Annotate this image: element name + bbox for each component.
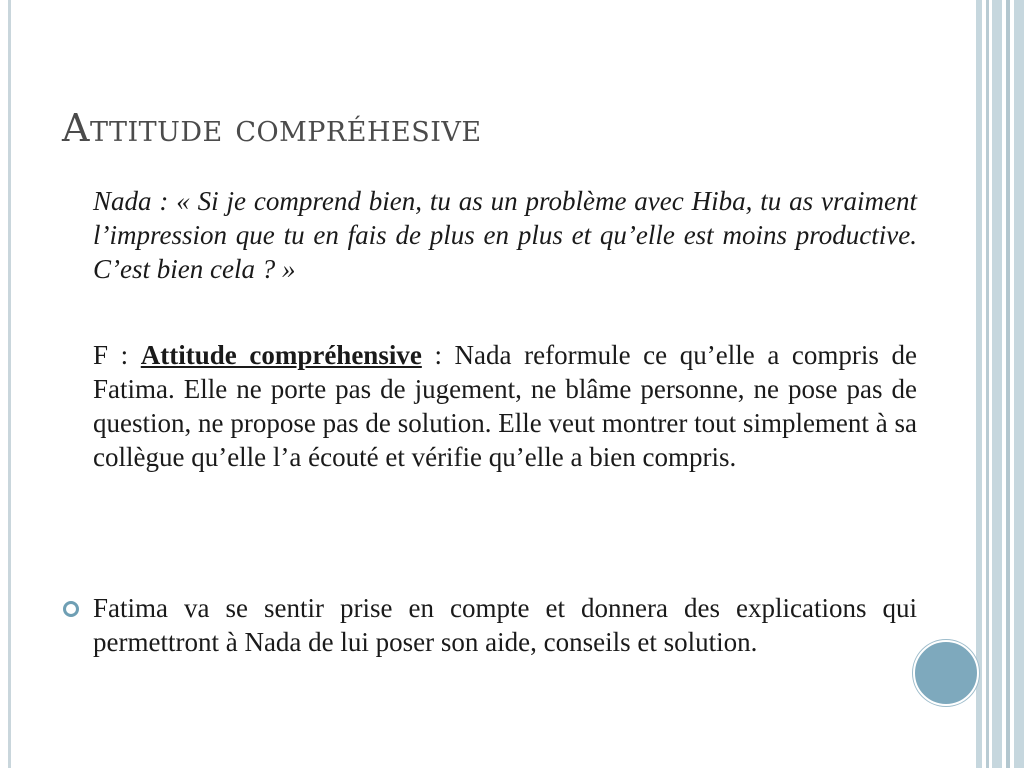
- analysis-prefix: F :: [93, 340, 141, 370]
- right-decorative-band: [976, 0, 1024, 768]
- analysis-paragraph: [93, 338, 917, 474]
- slide-title: Attitude compréhesive: [62, 106, 482, 150]
- bullet-circle-icon: [63, 601, 79, 617]
- decorative-stripe: [986, 0, 989, 768]
- decorative-stripe: [1014, 0, 1024, 768]
- quote-paragraph: Nada : « Si je comprend bien, tu as un problème avec Hiba, tu as vraiment l’impression que tu en fais de plus en plus et qu’elle est moins productive. C’est bien cela ? »: [93, 186, 917, 284]
- decorative-stripe: [976, 0, 982, 768]
- left-border-line: [8, 0, 11, 768]
- decorative-stripe: [1006, 0, 1010, 768]
- analysis-emphasis: Attitude compréhensive: [140, 340, 422, 370]
- decorative-circle: [913, 640, 979, 706]
- analysis-text: : Nada reformule ce qu’elle a compris de Fatima. Elle ne porte pas de jugement, ne blâme personne, ne pose pas de question, ne propose pas de solution. Elle veut montrer tout simplement à sa collègue qu’elle l’a écouté et vérifie qu’elle a bien compris.: [93, 340, 917, 472]
- bullet-paragraph: Fatima va se sentir prise en compte et donnera des explications qui permettront à Nada de lui poser son aide, conseils et solution.: [93, 593, 917, 657]
- decorative-stripe: [992, 0, 1002, 768]
